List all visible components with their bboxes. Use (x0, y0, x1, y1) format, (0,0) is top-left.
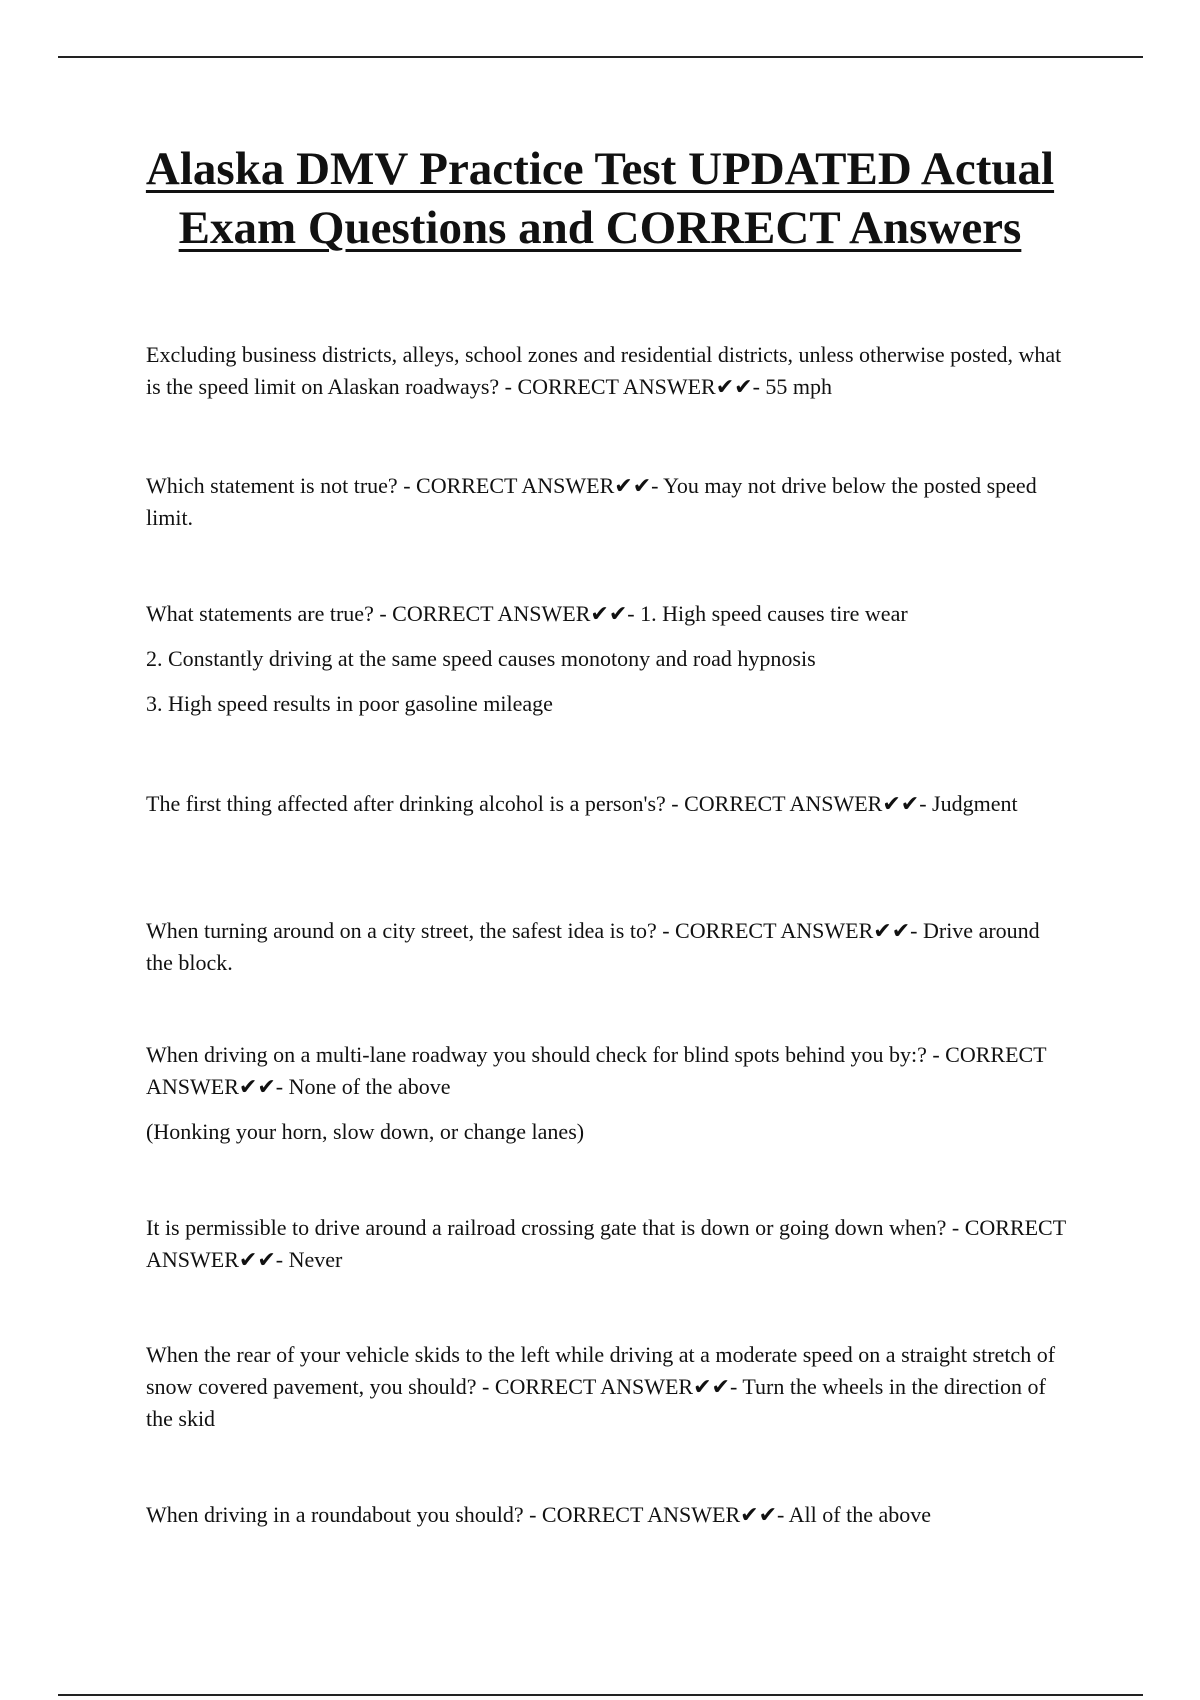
qa-text-line-2: (Honking your horn, slow down, or change lanes) (146, 1119, 585, 1144)
qa-text-line-2: 2. Constantly driving at the same speed causes monotony and road hypnosis (146, 646, 816, 671)
qa-item-speed-limit (146, 339, 1066, 403)
qa-item-blind-spots (146, 1039, 1066, 1148)
qa-item-skid (146, 1339, 1066, 1435)
qa-text: When driving on a multi-lane roadway you should check for blind spots behind you by:? - CORRECT ANSWER✔✔- None of the above (146, 1042, 1047, 1099)
qa-item-statement-not-true (146, 470, 1066, 534)
header-rule (58, 56, 1143, 58)
qa-text: What statements are true? - CORRECT ANSWER✔✔- 1. High speed causes tire wear (146, 601, 908, 626)
qa-text: When driving in a roundabout you should? - CORRECT ANSWER✔✔- All of the above (146, 1502, 931, 1527)
qa-text-line-3: 3. High speed results in poor gasoline mileage (146, 691, 553, 716)
qa-item-statements-true (146, 598, 1066, 720)
qa-item-alcohol (146, 788, 1066, 820)
qa-text: When turning around on a city street, the safest idea is to? - CORRECT ANSWER✔✔- Drive around the block. (146, 918, 1040, 975)
qa-text: Excluding business districts, alleys, school zones and residential districts, unless otherwise posted, what is the speed limit on Alaskan roadways? - CORRECT ANSWER✔✔- 55 mph (146, 342, 1062, 399)
qa-text: Which statement is not true? - CORRECT ANSWER✔✔- You may not drive below the posted speed limit. (146, 473, 1037, 530)
qa-item-roundabout (146, 1499, 1066, 1531)
qa-item-turning-around (146, 915, 1066, 979)
document-title: Alaska DMV Practice Test UPDATED Actual Exam Questions and CORRECT Answers (145, 143, 1055, 254)
qa-text: The first thing affected after drinking alcohol is a person's? - CORRECT ANSWER✔✔- Judgment (146, 791, 1018, 816)
qa-item-railroad-crossing (146, 1212, 1066, 1276)
qa-text: It is permissible to drive around a railroad crossing gate that is down or going down when? - CORRECT ANSWER✔✔- Never (146, 1215, 1066, 1272)
qa-text: When the rear of your vehicle skids to the left while driving at a moderate speed on a straight stretch of snow covered pavement, you should? - CORRECT ANSWER✔✔- Turn the wheels in the direction of the skid (146, 1342, 1056, 1431)
footer-rule (58, 1694, 1143, 1696)
